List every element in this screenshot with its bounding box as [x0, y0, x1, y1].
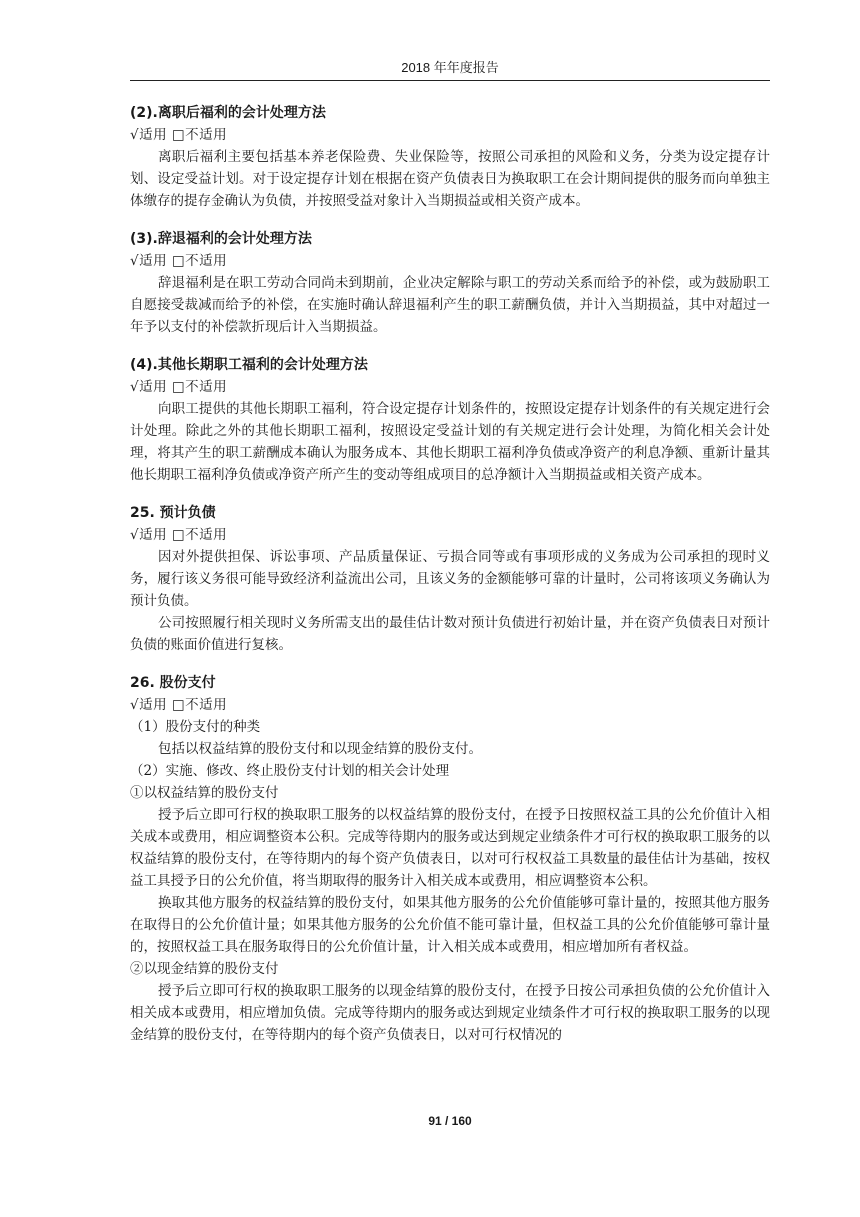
section-heading-post-employment: (2).离职后福利的会计处理方法 [130, 105, 326, 121]
applicable-checkbox-line: √适用 □不适用 [130, 127, 228, 143]
paragraph: 因对外提供担保、诉讼事项、产品质量保证、亏损合同等或有事项形成的义务成为公司承担的现时义务，履行该义务很可能导致经济利益流出公司，且该义务的金额能够可靠的计量时，公司将该项义务确认为预计负债。 [130, 549, 770, 609]
paragraph: 授予后立即可行权的换取职工服务的以权益结算的股份支付，在授予日按照权益工具的公允价值计入相关成本或费用，相应调整资本公积。完成等待期内的服务或达到规定业绩条件才可行权的换取职工服务的以权益结算的股份支付，在等待期内的每个资产负债表日，以对可行权权益工具数量的最佳估计为基础，按权益工具授予日的公允价值，将当期取得的服务计入相关成本或费用，相应调整资本公积。 [130, 807, 770, 889]
paragraph: 公司按照履行相关现时义务所需支出的最佳估计数对预计负债进行初始计量，并在资产负债表日对预计负债的账面价值进行复核。 [130, 615, 770, 653]
page-header: 2018 年年度报告 [401, 60, 499, 75]
list-item: （1）股份支付的种类 [130, 719, 261, 735]
paragraph: 离职后福利主要包括基本养老保险费、失业保险等，按照公司承担的风险和义务，分类为设定提存计划、设定受益计划。对于设定提存计划在根据在资产负债表日为换取职工在会计期间提供的服务而向单独主体缴存的提存金确认为负债，并按照受益对象计入当期损益或相关资产成本。 [130, 149, 770, 209]
applicable-checkbox-line: √适用 □不适用 [130, 697, 228, 713]
paragraph: 向职工提供的其他长期职工福利，符合设定提存计划条件的，按照设定提存计划条件的有关规定进行会计处理。除此之外的其他长期职工福利，按照设定受益计划的有关规定进行会计处理，为简化相关会计处理，将其产生的职工薪酬成本确认为服务成本、其他长期职工福利净负债或净资产的利息净额、重新计量其他长期职工福利净负债或净资产所产生的变动等组成项目的总净额计入当期损益或相关资产成本。 [130, 401, 770, 483]
applicable-checkbox-line: √适用 □不适用 [130, 527, 228, 543]
paragraph: 授予后立即可行权的换取职工服务的以现金结算的股份支付，在授予日按公司承担负债的公允价值计入相关成本或费用，相应增加负债。完成等待期内的服务或达到规定业绩条件才可行权的换取职工服务的以现金结算的股份支付，在等待期内的每个资产负债表日，以对可行权情况的 [130, 983, 770, 1043]
document-body [130, 102, 770, 1046]
section-heading-termination: (3).辞退福利的会计处理方法 [130, 231, 312, 247]
list-item: （2）实施、修改、终止股份支付计划的相关会计处理 [130, 763, 450, 779]
section-heading-share-payment: 26. 股份支付 [130, 675, 216, 691]
section-heading-provisions: 25. 预计负债 [130, 505, 216, 521]
section-heading-other-long-term: (4).其他长期职工福利的会计处理方法 [130, 357, 368, 373]
sub-item: ①以权益结算的股份支付 [130, 785, 279, 801]
applicable-checkbox-line: √适用 □不适用 [130, 379, 228, 395]
paragraph: 包括以权益结算的股份支付和以现金结算的股份支付。 [158, 741, 482, 757]
paragraph: 辞退福利是在职工劳动合同尚未到期前，企业决定解除与职工的劳动关系而给予的补偿，或为鼓励职工自愿接受裁减而给予的补偿，在实施时确认辞退福利产生的职工薪酬负债，并计入当期损益，其中对超过一年予以支付的补偿款折现后计入当期损益。 [130, 275, 770, 335]
applicable-checkbox-line: √适用 □不适用 [130, 253, 228, 269]
page-number: 91 / 160 [428, 1114, 472, 1128]
paragraph: 换取其他方服务的权益结算的股份支付，如果其他方服务的公允价值能够可靠计量的，按照其他方服务在取得日的公允价值计量；如果其他方服务的公允价值不能可靠计量，但权益工具的公允价值能够可靠计量的，按照权益工具在服务取得日的公允价值计量，计入相关成本或费用，相应增加所有者权益。 [130, 895, 770, 955]
header-divider [130, 80, 770, 81]
sub-item: ②以现金结算的股份支付 [130, 961, 279, 977]
